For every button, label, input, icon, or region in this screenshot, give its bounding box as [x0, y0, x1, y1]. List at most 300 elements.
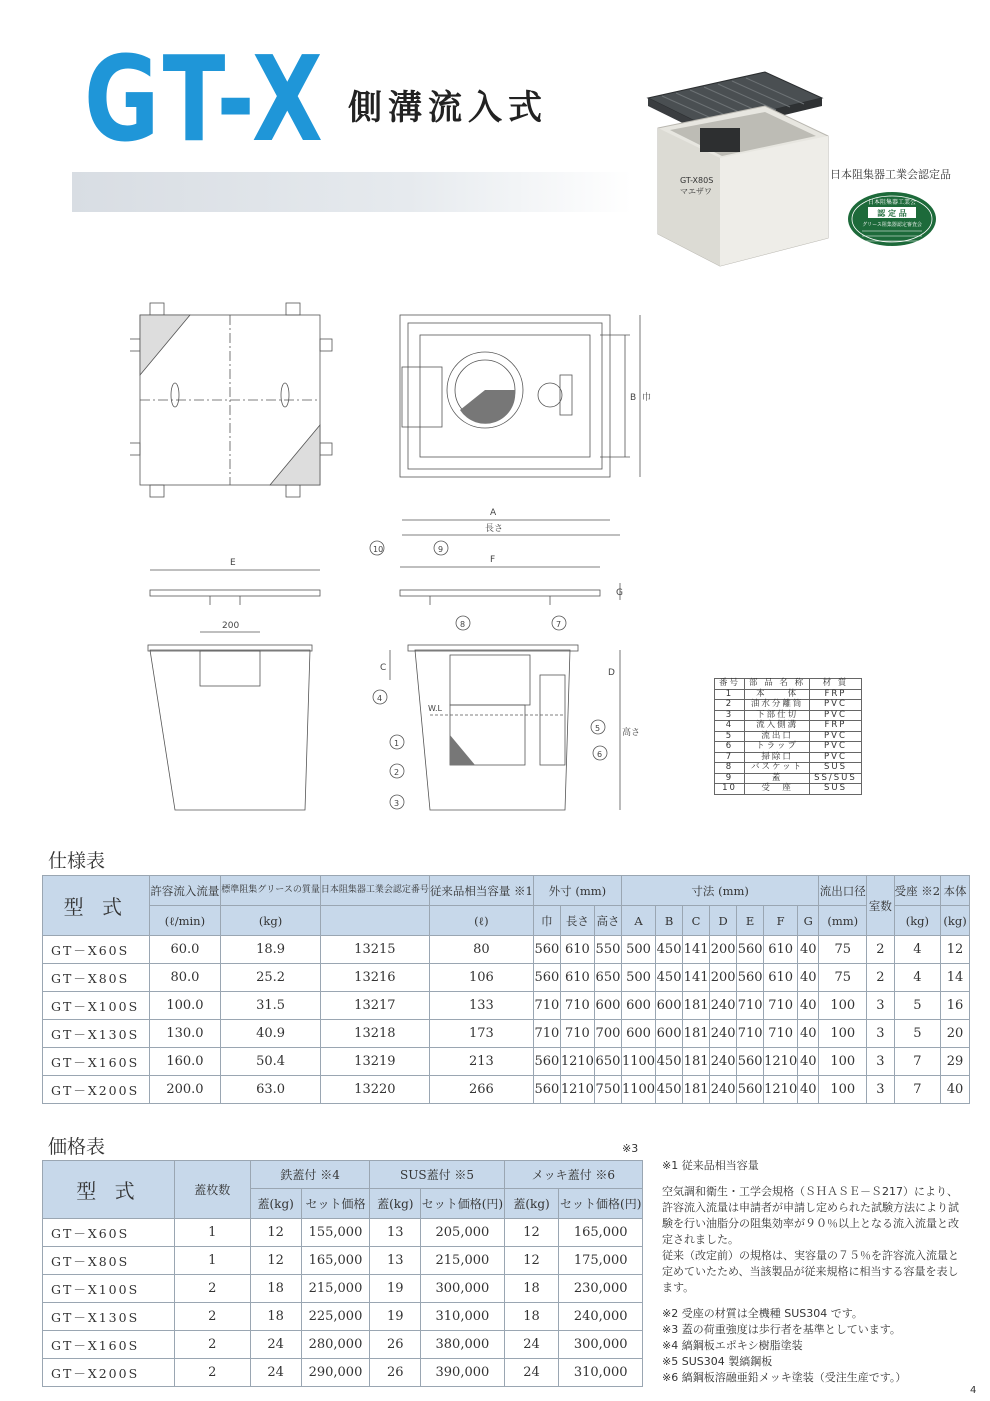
- table-row: [43, 1303, 643, 1331]
- spec-cell: 600: [621, 1020, 655, 1048]
- price-cell: 24: [250, 1359, 301, 1387]
- price-cell: 26: [370, 1359, 421, 1387]
- dim-F: F: [490, 555, 496, 565]
- parts-row: [715, 784, 862, 795]
- price-h-plated-price: セット価格(円): [559, 1189, 643, 1219]
- spec-table: [42, 875, 970, 1104]
- spec-cell: 13220: [320, 1076, 429, 1104]
- spec-h-outlet-unit: (mm): [819, 906, 867, 936]
- spec-cell: 610: [764, 964, 798, 992]
- product-label: GT-X80S: [680, 176, 714, 185]
- callout-5: 5: [595, 724, 601, 733]
- price-model-cell: GT－X160S: [43, 1331, 175, 1359]
- note-1-body1: 空気調和衛生・工学会規格（ＳＨＡＳＥ－Ｓ217）により、許容流入流量は申請者が申請し定められた試験方法により試験を行い油脂分の阻集効率が９０％以上となる流入流量と改定されました。: [662, 1185, 959, 1246]
- price-cell: 24: [504, 1331, 559, 1359]
- dim-width: 巾: [642, 393, 652, 403]
- spec-cell: 240: [710, 1076, 737, 1104]
- price-cell: 13: [370, 1247, 421, 1275]
- lid-top-view: [130, 303, 332, 497]
- parts-cell: SS/SUS: [810, 773, 862, 784]
- spec-cell: 80.0: [149, 964, 221, 992]
- spec-h-flow: 許容流入流量: [149, 876, 221, 906]
- spec-h-h: 高さ: [594, 906, 621, 936]
- spec-cell: 2: [867, 964, 894, 992]
- spec-cell: 130.0: [149, 1020, 221, 1048]
- spec-h-l: 長さ: [560, 906, 594, 936]
- spec-h-outer: 外寸 (mm): [533, 876, 621, 906]
- price-model-cell: GT－X80S: [43, 1247, 175, 1275]
- price-cell: 390,000: [421, 1359, 505, 1387]
- parts-cell: 10: [715, 784, 745, 795]
- parts-row: [715, 689, 862, 700]
- price-h-sus-kg: 蓋(kg): [370, 1189, 421, 1219]
- price-h-plated: メッキ蓋付 ※6: [504, 1161, 642, 1189]
- price-cell: 24: [250, 1331, 301, 1359]
- parts-cell: PVC: [810, 742, 862, 753]
- price-cell: 12: [250, 1219, 301, 1247]
- callout-10: 10: [373, 545, 384, 554]
- spec-cell: 1100: [621, 1048, 655, 1076]
- parts-cell: 6: [715, 742, 745, 753]
- parts-row: [715, 721, 862, 732]
- price-h-iron-price: セット価格: [301, 1189, 370, 1219]
- spec-cell: 560: [737, 936, 764, 964]
- price-cell: 225,000: [301, 1303, 370, 1331]
- spec-cell: 100: [819, 1020, 867, 1048]
- parts-cell: 流入側溝: [745, 721, 810, 732]
- spec-cell: 80: [429, 936, 533, 964]
- spec-h-seat: 受座 ※2: [894, 876, 940, 906]
- price-cell: 300,000: [559, 1331, 643, 1359]
- spec-cell: 141: [683, 936, 710, 964]
- price-cell: 240,000: [559, 1303, 643, 1331]
- spec-cell: 560: [533, 1076, 560, 1104]
- parts-row: [715, 700, 862, 711]
- table-row: [43, 1219, 643, 1247]
- spec-cell: 500: [621, 964, 655, 992]
- spec-cell: 1100: [621, 1076, 655, 1104]
- parts-cell: バスケット: [745, 763, 810, 774]
- note-3: ※3 蓋の荷重強度は歩行者を基準としています。: [662, 1323, 901, 1336]
- parts-cell: PVC: [810, 710, 862, 721]
- dim-D: D: [608, 668, 615, 678]
- parts-cell: FRP: [810, 721, 862, 732]
- spec-cell: 14: [941, 964, 970, 992]
- page-number: 4: [970, 1385, 977, 1396]
- price-model-cell: GT－X60S: [43, 1219, 175, 1247]
- spec-cell: 31.5: [221, 992, 321, 1020]
- price-cell: 310,000: [559, 1359, 643, 1387]
- spec-cell: 710: [560, 992, 594, 1020]
- parts-cell: PVC: [810, 731, 862, 742]
- page-title: GT-X: [84, 30, 328, 168]
- spec-cell: 560: [533, 964, 560, 992]
- spec-model-cell: GT－X160S: [43, 1048, 150, 1076]
- spec-cell: 40: [798, 964, 819, 992]
- spec-cell: 500: [621, 936, 655, 964]
- price-section-title: 価格表: [48, 1136, 106, 1158]
- price-cell: 13: [370, 1219, 421, 1247]
- price-cell: 290,000: [301, 1359, 370, 1387]
- parts-cell: 7: [715, 752, 745, 763]
- price-cell: 205,000: [421, 1219, 505, 1247]
- spec-cell: 20: [941, 1020, 970, 1048]
- spec-cell: 5: [894, 1020, 940, 1048]
- product-brand: マエザワ: [680, 187, 712, 196]
- note-4: ※4 縞鋼板エポキシ樹脂塗装: [662, 1339, 803, 1352]
- spec-h-dims: 寸法 (mm): [621, 876, 818, 906]
- spec-cell: 550: [594, 936, 621, 964]
- spec-cell: 3: [867, 992, 894, 1020]
- dim-200: 200: [222, 621, 240, 631]
- spec-h-cert-empty: [320, 906, 429, 936]
- parts-cell: 本 体: [745, 689, 810, 700]
- price-cell: 26: [370, 1331, 421, 1359]
- spec-cell: 100: [819, 992, 867, 1020]
- spec-h-dim-G: G: [798, 906, 819, 936]
- spec-cell: 75: [819, 964, 867, 992]
- parts-cell: 下部仕切: [745, 710, 810, 721]
- price-model-cell: GT－X100S: [43, 1275, 175, 1303]
- parts-header-cell: 材 質: [810, 679, 862, 690]
- spec-cell: 160.0: [149, 1048, 221, 1076]
- parts-cell: SUS: [810, 763, 862, 774]
- spec-h-w: 巾: [533, 906, 560, 936]
- price-cell: 1: [174, 1247, 250, 1275]
- parts-cell: トラップ: [745, 742, 810, 753]
- spec-h-outlet: 流出口径: [819, 876, 867, 906]
- price-cell: 24: [504, 1359, 559, 1387]
- badge-line2: 認 定 品: [877, 209, 907, 218]
- price-cell: 300,000: [421, 1275, 505, 1303]
- parts-cell: 受 座: [745, 784, 810, 795]
- price-cell: 310,000: [421, 1303, 505, 1331]
- table-row: [43, 992, 970, 1020]
- parts-cell: PVC: [810, 752, 862, 763]
- price-cell: 380,000: [421, 1331, 505, 1359]
- spec-cell: 560: [533, 936, 560, 964]
- spec-h-dim-B: B: [656, 906, 683, 936]
- price-model-cell: GT－X130S: [43, 1303, 175, 1331]
- spec-cell: 610: [764, 936, 798, 964]
- dim-height: 高さ: [622, 728, 641, 738]
- table-row: [43, 1048, 970, 1076]
- spec-model-cell: GT－X130S: [43, 1020, 150, 1048]
- spec-cell: 13215: [320, 936, 429, 964]
- dim-B: B: [630, 393, 637, 403]
- spec-h-dim-D: D: [710, 906, 737, 936]
- notes: [662, 1158, 962, 1386]
- price-cell: 230,000: [559, 1275, 643, 1303]
- spec-cell: 213: [429, 1048, 533, 1076]
- spec-cell: 106: [429, 964, 533, 992]
- price-h-lids: 蓋枚数: [174, 1161, 250, 1219]
- spec-cell: 40: [798, 1020, 819, 1048]
- parts-cell: PVC: [810, 700, 862, 711]
- spec-h-capacity-unit: (ℓ): [429, 906, 533, 936]
- price-h-iron-kg: 蓋(kg): [250, 1189, 301, 1219]
- spec-cell: 63.0: [221, 1076, 321, 1104]
- callout-7: 7: [556, 620, 562, 629]
- spec-cell: 600: [656, 992, 683, 1020]
- parts-cell: 2: [715, 700, 745, 711]
- price-h-iron: 鉄蓋付 ※4: [250, 1161, 370, 1189]
- table-row: [43, 1275, 643, 1303]
- price-cell: 1: [174, 1219, 250, 1247]
- spec-cell: 600: [621, 992, 655, 1020]
- spec-cell: 100: [819, 1048, 867, 1076]
- callout-6: 6: [597, 750, 603, 759]
- note-1-body2: 従来（改定前）の規格は、実容量の７５％を許容流入流量と定めていたため、当該製品が従来規格に相当する容量を表します。: [662, 1249, 959, 1294]
- spec-cell: 133: [429, 992, 533, 1020]
- spec-h-capacity: 従来品相当容量 ※1: [429, 876, 533, 906]
- spec-section-title: 仕様表: [48, 850, 106, 872]
- dim-A: A: [490, 508, 497, 518]
- spec-h-dim-A: A: [621, 906, 655, 936]
- price-cell: 18: [504, 1275, 559, 1303]
- spec-h-rooms: 室数: [867, 876, 894, 936]
- table-row: [43, 1076, 970, 1104]
- spec-cell: 40: [798, 1076, 819, 1104]
- parts-row: [715, 752, 862, 763]
- spec-h-dim-C: C: [683, 906, 710, 936]
- spec-cell: 600: [656, 1020, 683, 1048]
- price-cell: 18: [504, 1303, 559, 1331]
- price-cell: 12: [250, 1247, 301, 1275]
- spec-h-grease: 標準阻集グリースの質量: [221, 876, 321, 906]
- spec-h-cert: 日本阻集器工業会認定番号: [320, 876, 429, 906]
- spec-h-grease-unit: (kg): [221, 906, 321, 936]
- spec-cell: 1210: [764, 1048, 798, 1076]
- spec-cell: 240: [710, 1020, 737, 1048]
- callout-8: 8: [460, 620, 466, 629]
- spec-h-model: 型 式: [43, 876, 150, 936]
- callout-2: 2: [394, 768, 400, 777]
- spec-h-seat-unit: (kg): [894, 906, 940, 936]
- spec-cell: 40: [798, 992, 819, 1020]
- price-cell: 19: [370, 1303, 421, 1331]
- lid-side-view-2: [370, 541, 620, 605]
- callout-4: 4: [377, 694, 383, 703]
- spec-cell: 200: [710, 964, 737, 992]
- spec-model-cell: GT－X80S: [43, 964, 150, 992]
- parts-cell: 1: [715, 689, 745, 700]
- badge-line3: グリース阻集器認定審査会: [862, 222, 922, 228]
- parts-row: [715, 731, 862, 742]
- price-h-model: 型 式: [43, 1161, 175, 1219]
- spec-cell: 1210: [560, 1048, 594, 1076]
- parts-cell: 油水分離筒: [745, 700, 810, 711]
- parts-cell: SUS: [810, 784, 862, 795]
- spec-model-cell: GT－X60S: [43, 936, 150, 964]
- parts-table: [714, 678, 862, 795]
- spec-cell: 4: [894, 964, 940, 992]
- parts-row: [715, 742, 862, 753]
- spec-cell: 13218: [320, 1020, 429, 1048]
- product-photo: [640, 58, 830, 268]
- callout-3: 3: [394, 799, 400, 808]
- table-row: [43, 1020, 970, 1048]
- body-side-view: [148, 632, 312, 810]
- spec-cell: 25.2: [221, 964, 321, 992]
- price-cell: 280,000: [301, 1331, 370, 1359]
- table-row: [43, 1247, 643, 1275]
- parts-cell: 蓋: [745, 773, 810, 784]
- body-section-view: [373, 616, 620, 810]
- note-6: ※6 縞鋼板溶融亜鉛メッキ塗装（受注生産です。）: [662, 1371, 907, 1384]
- spec-cell: 560: [737, 1076, 764, 1104]
- parts-cell: 5: [715, 731, 745, 742]
- spec-cell: 16: [941, 992, 970, 1020]
- spec-cell: 100.0: [149, 992, 221, 1020]
- price-cell: 215,000: [301, 1275, 370, 1303]
- spec-h-body: 本体: [941, 876, 970, 906]
- price-cell: 215,000: [421, 1247, 505, 1275]
- spec-h-dim-F: F: [764, 906, 798, 936]
- table-row: [43, 936, 970, 964]
- parts-cell: 4: [715, 721, 745, 732]
- dim-length: 長さ: [485, 524, 504, 534]
- spec-cell: 240: [710, 992, 737, 1020]
- spec-cell: 710: [737, 992, 764, 1020]
- price-cell: 12: [504, 1219, 559, 1247]
- spec-model-cell: GT－X200S: [43, 1076, 150, 1104]
- spec-cell: 700: [594, 1020, 621, 1048]
- price-table: [42, 1160, 643, 1387]
- spec-cell: 560: [737, 1048, 764, 1076]
- parts-cell: 9: [715, 773, 745, 784]
- price-model-cell: GT－X200S: [43, 1359, 175, 1387]
- dim-WL: W.L: [428, 704, 442, 713]
- spec-cell: 1210: [764, 1076, 798, 1104]
- table-row: [43, 1331, 643, 1359]
- spec-cell: 450: [656, 936, 683, 964]
- parts-header-cell: 番号: [715, 679, 745, 690]
- price-cell: 155,000: [301, 1219, 370, 1247]
- price-h-sus-price: セット価格(円): [421, 1189, 505, 1219]
- badge-line1: 日本阻集器工業会: [867, 199, 917, 206]
- spec-cell: 3: [867, 1020, 894, 1048]
- callout-9: 9: [438, 545, 444, 554]
- spec-cell: 650: [594, 1048, 621, 1076]
- spec-cell: 710: [560, 1020, 594, 1048]
- spec-cell: 450: [656, 1076, 683, 1104]
- price-cell: 2: [174, 1275, 250, 1303]
- price-cell: 2: [174, 1303, 250, 1331]
- spec-cell: 181: [683, 1048, 710, 1076]
- spec-cell: 710: [764, 992, 798, 1020]
- spec-cell: 1210: [560, 1076, 594, 1104]
- note-1-title: ※1 従来品相当容量: [662, 1159, 759, 1172]
- spec-cell: 560: [737, 964, 764, 992]
- parts-row: [715, 773, 862, 784]
- spec-cell: 266: [429, 1076, 533, 1104]
- spec-cell: 18.9: [221, 936, 321, 964]
- title-band: [72, 172, 632, 212]
- spec-cell: 7: [894, 1048, 940, 1076]
- note-5: ※5 SUS304 製縞鋼板: [662, 1355, 773, 1368]
- spec-cell: 560: [533, 1048, 560, 1076]
- spec-cell: 29: [941, 1048, 970, 1076]
- spec-cell: 4: [894, 936, 940, 964]
- table-row: [43, 964, 970, 992]
- spec-cell: 600: [594, 992, 621, 1020]
- spec-cell: 141: [683, 964, 710, 992]
- price-h-sus: SUS蓋付 ※5: [370, 1161, 504, 1189]
- spec-cell: 750: [594, 1076, 621, 1104]
- spec-cell: 610: [560, 964, 594, 992]
- parts-cell: FRP: [810, 689, 862, 700]
- spec-cell: 181: [683, 1076, 710, 1104]
- spec-cell: 13219: [320, 1048, 429, 1076]
- spec-cell: 450: [656, 1048, 683, 1076]
- price-cell: 19: [370, 1275, 421, 1303]
- spec-cell: 40: [798, 1048, 819, 1076]
- spec-cell: 100: [819, 1076, 867, 1104]
- spec-cell: 40.9: [221, 1020, 321, 1048]
- spec-h-body-unit: (kg): [941, 906, 970, 936]
- price-cell: 165,000: [301, 1247, 370, 1275]
- dim-C: C: [380, 663, 387, 673]
- table-row: [43, 1359, 643, 1387]
- spec-cell: 40: [798, 936, 819, 964]
- dim-E: E: [230, 558, 236, 568]
- parts-cell: 8: [715, 763, 745, 774]
- body-top-view: [400, 315, 640, 535]
- spec-cell: 5: [894, 992, 940, 1020]
- callout-1: 1: [394, 739, 400, 748]
- spec-cell: 50.4: [221, 1048, 321, 1076]
- spec-cell: 181: [683, 992, 710, 1020]
- cert-label: 日本阻集器工業会認定品: [830, 168, 951, 181]
- spec-cell: 200.0: [149, 1076, 221, 1104]
- lid-side-view: [150, 570, 320, 605]
- spec-cell: 650: [594, 964, 621, 992]
- page-subtitle: 側溝流入式: [348, 88, 548, 128]
- parts-cell: 流出口: [745, 731, 810, 742]
- spec-cell: 710: [764, 1020, 798, 1048]
- spec-cell: 12: [941, 936, 970, 964]
- price-cell: 175,000: [559, 1247, 643, 1275]
- spec-cell: 181: [683, 1020, 710, 1048]
- price-cell: 2: [174, 1331, 250, 1359]
- price-note-ref: ※3: [622, 1142, 639, 1155]
- price-cell: 18: [250, 1303, 301, 1331]
- spec-cell: 240: [710, 1048, 737, 1076]
- spec-cell: 13216: [320, 964, 429, 992]
- spec-cell: 3: [867, 1076, 894, 1104]
- spec-cell: 7: [894, 1076, 940, 1104]
- spec-cell: 200: [710, 936, 737, 964]
- spec-cell: 173: [429, 1020, 533, 1048]
- spec-cell: 710: [533, 992, 560, 1020]
- spec-cell: 2: [867, 936, 894, 964]
- cert-badge-icon: [846, 190, 938, 248]
- parts-cell: 掃除口: [745, 752, 810, 763]
- spec-model-cell: GT－X100S: [43, 992, 150, 1020]
- price-h-plated-kg: 蓋(kg): [504, 1189, 559, 1219]
- spec-cell: 610: [560, 936, 594, 964]
- spec-cell: 40: [941, 1076, 970, 1104]
- parts-cell: 3: [715, 710, 745, 721]
- spec-cell: 3: [867, 1048, 894, 1076]
- spec-h-dim-E: E: [737, 906, 764, 936]
- spec-cell: 450: [656, 964, 683, 992]
- spec-cell: 75: [819, 936, 867, 964]
- price-cell: 12: [504, 1247, 559, 1275]
- dim-G: G: [616, 588, 623, 598]
- note-2: ※2 受座の材質は全機種 SUS304 です。: [662, 1307, 863, 1320]
